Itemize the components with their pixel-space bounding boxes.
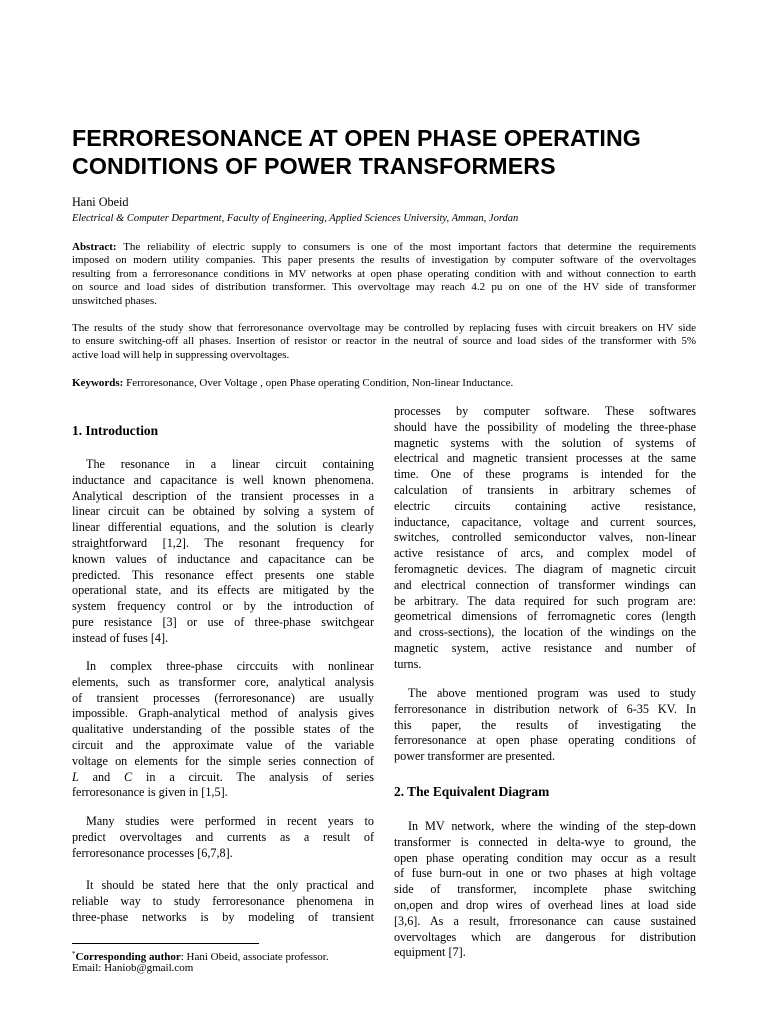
text-line-with-symbols bbox=[72, 770, 374, 786]
intro-paragraph-4 bbox=[72, 878, 374, 925]
intro-paragraph-1 bbox=[72, 457, 374, 647]
abstract-label: Abstract: bbox=[72, 241, 117, 253]
abstract-line: The reliability of electric supply to consumers is one of the most important factors that determine the requirements bbox=[116, 241, 696, 253]
text-line: and cross-sections), the location of the windings on the bbox=[394, 625, 696, 640]
text-line: and electrical connection of transformer windings can bbox=[394, 577, 696, 592]
text-line: be arbitrary. The data required for such program are: bbox=[394, 593, 696, 608]
abstract-line: imposed on modern utility companies. This paper presents the results of investigation by computer software of the overvoltages bbox=[72, 254, 696, 267]
text-line: time. One of these programs is intended for the bbox=[394, 467, 696, 482]
abstract-line: resulting from a ferroresonance conditions in MV networks at open phase operating condition with and without connection to earth bbox=[72, 267, 696, 280]
text-line: pure resistance [3] or use of three-phase switchgear bbox=[72, 614, 374, 629]
text-line: [3,6]. As a result, frroresonance can cause sustained bbox=[394, 913, 696, 928]
intro-paragraph-2 bbox=[72, 659, 374, 801]
text-line: electric circuits containing active resistance, bbox=[394, 498, 696, 513]
text-line: elements, such as transformer core, analytical analysis bbox=[72, 674, 374, 689]
text-line: Analytical description of the transient processes in a bbox=[72, 488, 374, 503]
text-line: It should be stated here that the only practical and bbox=[86, 878, 374, 892]
text-line: this paper, the results of investigating the bbox=[394, 717, 696, 732]
text-line: should have the possibility of modeling the three-phase bbox=[394, 419, 696, 434]
text-line: voltage on elements for the simple series connection of bbox=[72, 753, 374, 768]
keywords bbox=[72, 377, 696, 390]
text-line: linear differential equations, and the solution is clearly bbox=[72, 520, 374, 535]
section-heading-introduction: 1. Introduction bbox=[72, 423, 159, 438]
author-name: Hani Obeid bbox=[72, 195, 129, 209]
footnote-divider bbox=[72, 943, 259, 944]
abstract-line: active load will help in suppressing overvoltages. bbox=[72, 348, 290, 361]
keywords-text: Ferroresonance, Over Voltage , open Phase operating Condition, Non-linear Inductance. bbox=[123, 377, 514, 389]
text-line: calculation of transients in arbitrary schemes of bbox=[394, 482, 696, 497]
right-column-paragraph-1 bbox=[394, 404, 696, 673]
text-line: processes by computer software. These softwares bbox=[394, 404, 696, 418]
right-column-paragraph-2 bbox=[394, 686, 696, 765]
text-line: straightforward [1,2]. The resonant frequency for bbox=[72, 535, 374, 550]
section-heading-equivalent-diagram: 2. The Equivalent Diagram bbox=[394, 784, 550, 799]
text-line: operational state, and its effects are mitigated by the bbox=[72, 583, 374, 598]
text-line: inductance, capacitance, voltage and current sources, bbox=[394, 514, 696, 529]
footnote-text: : Hani Obeid, associate professor. bbox=[180, 951, 329, 963]
text-fragment: in a circuit. The analysis of series bbox=[132, 769, 374, 784]
abstract-paragraph-1 bbox=[72, 241, 696, 308]
text-line: equipment [7]. bbox=[394, 945, 466, 960]
abstract-line: on source and load sides of distribution transformer. This overvoltage may reach 4.2 pu on one of the HV side of transformer bbox=[72, 281, 696, 294]
author-affiliation: Electrical & Computer Department, Faculty of Engineering, Applied Sciences University, Amman, Jordan bbox=[72, 213, 519, 224]
symbol-C: C bbox=[124, 769, 133, 784]
text-line: instead of fuses [4]. bbox=[72, 630, 169, 645]
text-line: The above mentioned program was used to study bbox=[408, 686, 696, 700]
paper-title bbox=[72, 124, 712, 180]
text-line: impossible. Graph-analytical method of analysis gives bbox=[72, 706, 374, 721]
text-line: ferroresonance processes [6,7,8]. bbox=[72, 845, 233, 860]
text-line: In complex three-phase circcuits with nonlinear bbox=[86, 659, 374, 673]
keywords-label: Keywords: bbox=[72, 377, 124, 389]
text-line: predicted. This resonance effect presents one stable bbox=[72, 567, 374, 582]
symbol-L: L bbox=[72, 769, 79, 784]
abstract-line: to ensure switching-off all phases. Insertion of resistor or reactor in the neutral of source and load sides of the transformer with 5% bbox=[72, 335, 696, 348]
text-line: magnetic system, active resistance and number of bbox=[394, 640, 696, 655]
text-line: feromagnetic devices. The diagram of magnetic circuit bbox=[394, 561, 696, 576]
text-line: known values of inductance and capacitance can be bbox=[72, 551, 374, 566]
abstract-paragraph-2 bbox=[72, 322, 696, 362]
text-line: three-phase networks is by modeling of transient bbox=[72, 909, 374, 924]
text-line: open phase operating condition may occur as a result bbox=[394, 850, 696, 865]
text-line: transformer is connected in delta-wye to ground, the bbox=[394, 834, 696, 849]
abstract-line: unswitched phases. bbox=[72, 294, 157, 307]
text-fragment: and bbox=[78, 769, 125, 784]
text-line: of fuse burn-out in one or two phases at high voltage bbox=[394, 866, 696, 881]
text-line: active resistance of arcs, and complex model of bbox=[394, 546, 696, 561]
text-line: In MV network, where the winding of the step-down bbox=[408, 819, 696, 833]
footnote-label: Corresponding author bbox=[75, 951, 181, 963]
text-line: ferroresonance at open phase operating conditions of bbox=[394, 733, 696, 748]
text-line: predict overvoltages and currents as a result of bbox=[72, 829, 374, 844]
text-line: ferroresonance is given in [1,5]. bbox=[72, 785, 228, 800]
text-line: of transient processes (ferroresonance) are usually bbox=[72, 690, 374, 705]
text-line: The resonance in a linear circuit containing bbox=[86, 457, 374, 471]
text-line: Many studies were performed in recent years to bbox=[86, 814, 374, 828]
text-line: power transformer are presented. bbox=[394, 749, 556, 764]
text-line: ferroresonance in distribution network of 6-35 KV. In bbox=[394, 701, 696, 716]
footnote-mark: * bbox=[72, 950, 76, 958]
footnote-email: Email: Haniob@gmail.com bbox=[72, 962, 194, 974]
text-line: system frequency control or by the introduction of bbox=[72, 599, 374, 614]
title-line-2: CONDITIONS OF POWER TRANSFORMERS bbox=[72, 153, 556, 179]
text-line: side of transformer, incomplete phase switching bbox=[394, 882, 696, 897]
title-line-1: FERRORESONANCE AT OPEN PHASE OPERATING bbox=[72, 125, 641, 151]
intro-paragraph-3 bbox=[72, 814, 374, 861]
equivalent-diagram-paragraph bbox=[394, 819, 696, 961]
text-line: linear circuit can be obtained by solving a system of bbox=[72, 504, 374, 519]
text-line: inductance and capacitance is well known phenomena. bbox=[72, 472, 374, 487]
text-line: circuit and the approximate value of the variable bbox=[72, 737, 374, 752]
abstract-line: The results of the study show that ferroresonance overvoltage may be controlled by replacing fuses with circuit breakers on HV side bbox=[72, 322, 696, 334]
text-line: on,open and drop wires of overhead lines at load side bbox=[394, 897, 696, 912]
text-line: switches, controlled semiconductor valves, non-linear bbox=[394, 530, 696, 545]
text-line: overvoltages which are dangerous for distribution bbox=[394, 929, 696, 944]
text-line: electrical and magnetic transient processes at the same bbox=[394, 451, 696, 466]
text-line: qualitative understanding of the possible states of the bbox=[72, 722, 374, 737]
text-line: geometrical dimensions of ferromagnetic cores (length bbox=[394, 609, 696, 624]
text-line: turns. bbox=[394, 656, 422, 671]
text-line: magnetic systems with the solution of systems of bbox=[394, 435, 696, 450]
text-line: reliable way to study ferroresonance phenomena in bbox=[72, 893, 374, 908]
